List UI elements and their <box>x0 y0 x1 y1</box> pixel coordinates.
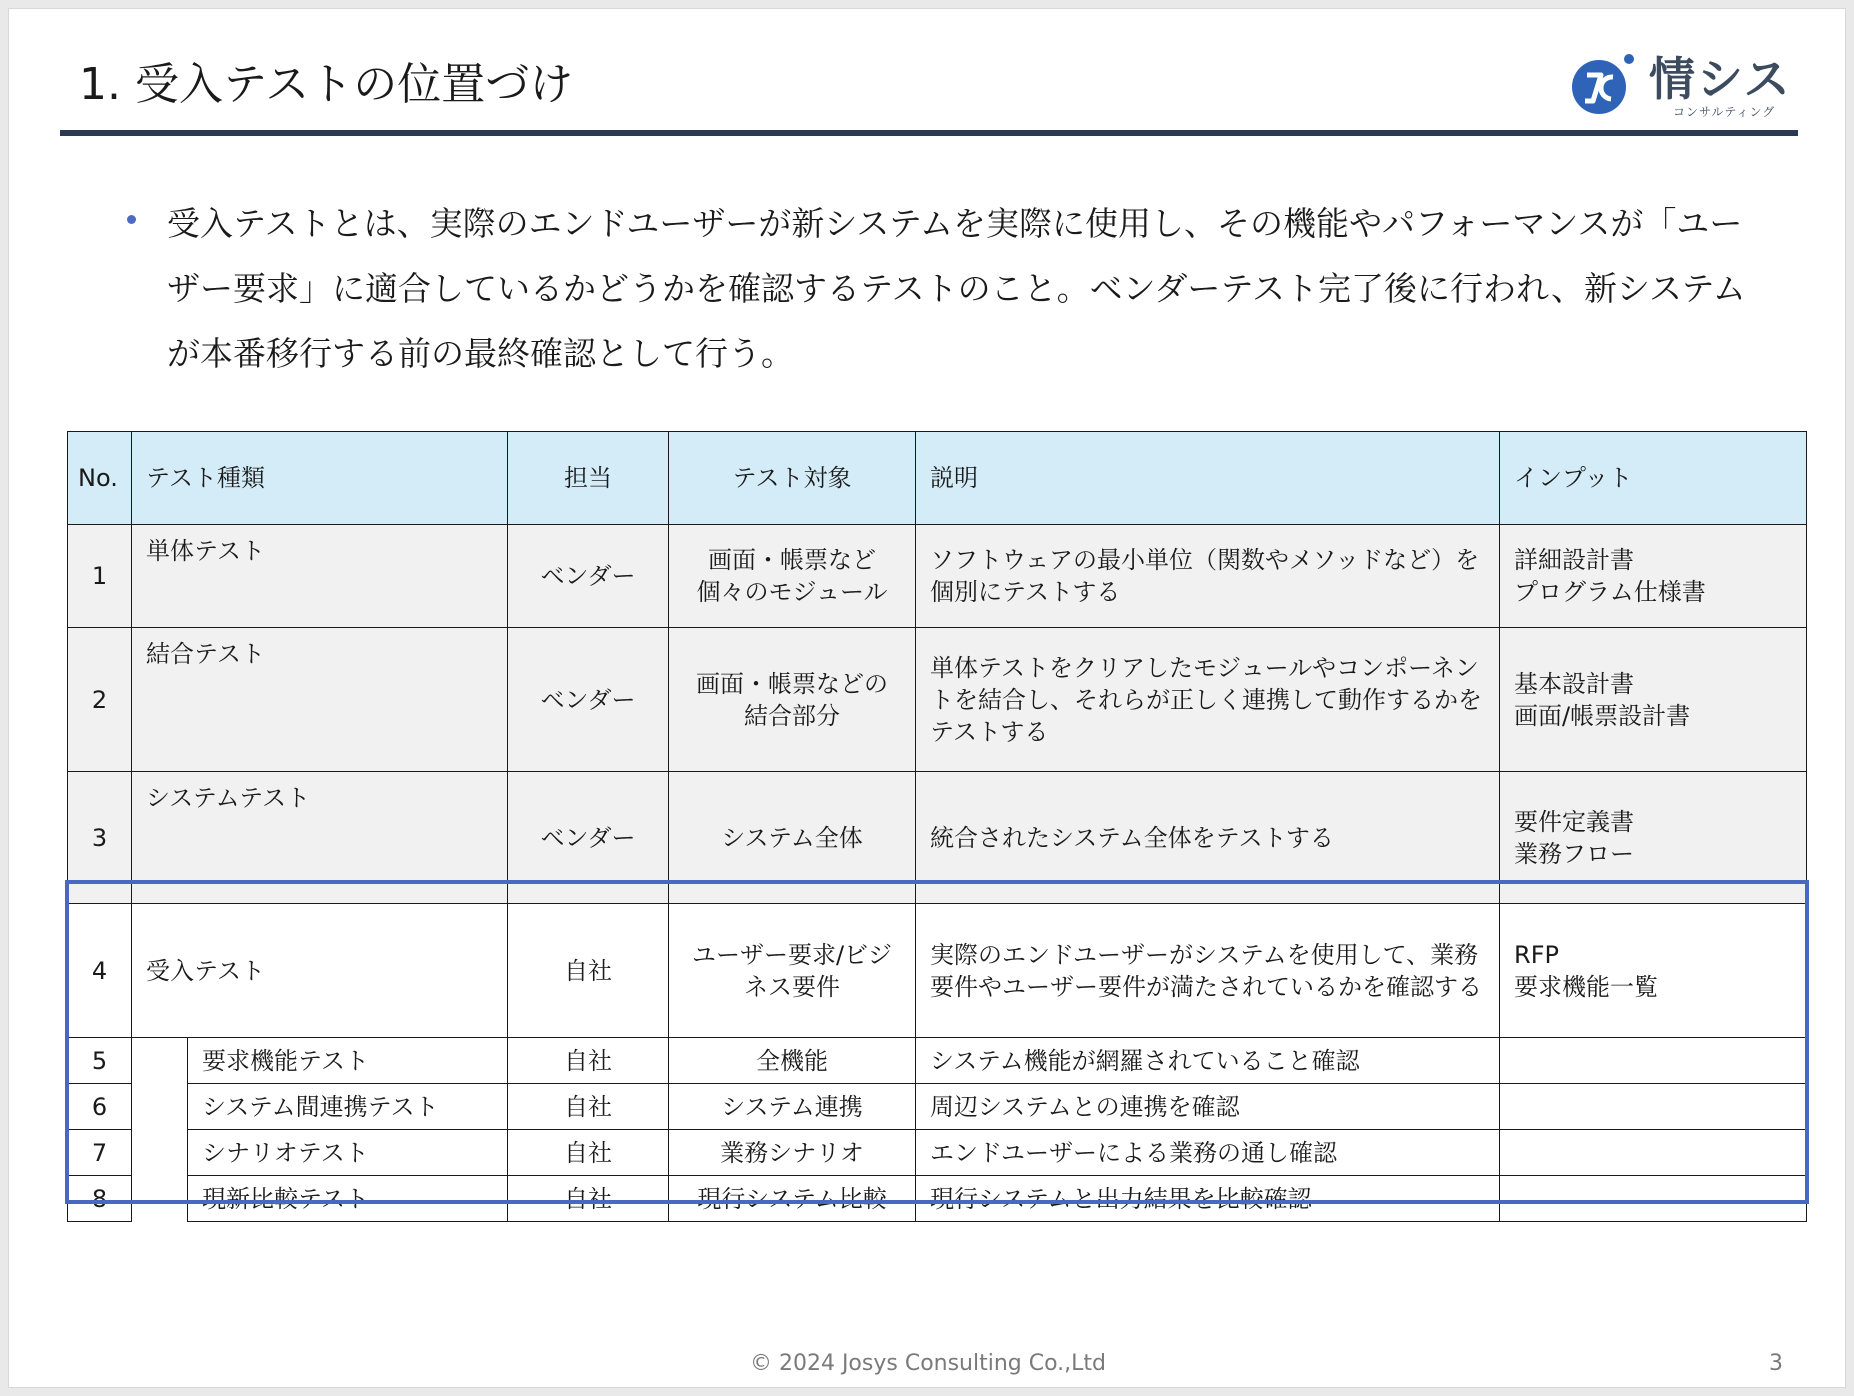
indent-cell <box>132 1176 188 1222</box>
cell-description: システム機能が網羅されていること確認 <box>916 1038 1500 1084</box>
cell-test-type: 要求機能テスト <box>188 1038 508 1084</box>
table-row <box>68 628 1807 772</box>
cell-no: 3 <box>68 772 132 904</box>
cell-no: 1 <box>68 525 132 628</box>
cell-description: 統合されたシステム全体をテストする <box>916 772 1500 904</box>
cell-no: 4 <box>68 904 132 1038</box>
cell-owner: 自社 <box>508 1084 669 1130</box>
bullet-dot-icon <box>127 215 136 224</box>
indent-cell <box>132 1038 188 1084</box>
title-divider <box>60 130 1798 136</box>
cell-input: 詳細設計書 プログラム仕様書 <box>1500 525 1807 628</box>
company-logo <box>1557 49 1807 123</box>
cell-test-type: システム間連携テスト <box>188 1084 508 1130</box>
indent-cell <box>132 1084 188 1130</box>
cell-target: システム全体 <box>669 772 916 904</box>
test-types-table <box>67 431 1807 1222</box>
header-target: テスト対象 <box>669 432 916 525</box>
cell-owner: 自社 <box>508 1130 669 1176</box>
header-test-type: テスト種類 <box>132 432 508 525</box>
cell-input <box>1500 1038 1807 1084</box>
cell-target: システム連携 <box>669 1084 916 1130</box>
cell-description: ソフトウェアの最小単位（関数やメソッドなど）を個別にテストする <box>916 525 1500 628</box>
cell-no: 2 <box>68 628 132 772</box>
cell-test-type: 受入テスト <box>132 904 508 1038</box>
table-row <box>68 1084 1807 1130</box>
cell-description: エンドユーザーによる業務の通し確認 <box>916 1130 1500 1176</box>
table-header-row <box>68 432 1807 525</box>
header-no: No. <box>68 432 132 525</box>
table-row <box>68 1038 1807 1084</box>
cell-target: ユーザー要求/ビジネス要件 <box>669 904 916 1038</box>
cell-input: 基本設計書 画面/帳票設計書 <box>1500 628 1807 772</box>
logo-mark-icon <box>1569 51 1637 119</box>
cell-target: 全機能 <box>669 1038 916 1084</box>
slide-title: 1. 受入テストの位置づけ <box>79 59 574 110</box>
table-row <box>68 904 1807 1038</box>
cell-test-type: 結合テスト <box>132 628 508 772</box>
header-description: 説明 <box>916 432 1500 525</box>
cell-owner: ベンダー <box>508 628 669 772</box>
cell-test-type: 単体テスト <box>132 525 508 628</box>
cell-no: 6 <box>68 1084 132 1130</box>
table-row <box>68 1176 1807 1222</box>
cell-description: 現行システムと出力結果を比較確認 <box>916 1176 1500 1222</box>
cell-input <box>1500 1130 1807 1176</box>
cell-target: 画面・帳票など 個々のモジュール <box>669 525 916 628</box>
indent-cell <box>132 1130 188 1176</box>
bullet-text: 受入テストとは、実際のエンドユーザーが新システムを実際に使用し、その機能やパフォーマンスが「ユーザー要求」に適合しているかどうかを確認するテストのこと。ベンダーテスト完了後に行われ、新システムが本番移行する前の最終確認として行う。 <box>167 204 1746 373</box>
cell-input: RFP 要求機能一覧 <box>1500 904 1807 1038</box>
cell-description: 単体テストをクリアしたモジュールやコンポーネントを結合し、それらが正しく連携して動作するかをテストする <box>916 628 1500 772</box>
cell-target: 画面・帳票などの 結合部分 <box>669 628 916 772</box>
logo-subtitle: コンサルティング <box>1673 105 1776 119</box>
cell-description: 実際のエンドユーザーがシステムを使用して、業務要件やユーザー要件が満たされているかを確認する <box>916 904 1500 1038</box>
cell-no: 8 <box>68 1176 132 1222</box>
table-row <box>68 772 1807 904</box>
cell-owner: 自社 <box>508 904 669 1038</box>
cell-input <box>1500 1176 1807 1222</box>
page-number: 3 <box>1769 1351 1783 1376</box>
cell-owner: 自社 <box>508 1038 669 1084</box>
cell-target: 業務シナリオ <box>669 1130 916 1176</box>
cell-owner: ベンダー <box>508 525 669 628</box>
logo-brand: 情シス <box>1649 52 1792 106</box>
table-row <box>68 1130 1807 1176</box>
cell-no: 5 <box>68 1038 132 1084</box>
cell-test-type: 現新比較テスト <box>188 1176 508 1222</box>
cell-no: 7 <box>68 1130 132 1176</box>
cell-input: 要件定義書 業務フロー <box>1500 772 1807 904</box>
header-owner: 担当 <box>508 432 669 525</box>
cell-input <box>1500 1084 1807 1130</box>
cell-target: 現行システム比較 <box>669 1176 916 1222</box>
footer-copyright: © 2024 Josys Consulting Co.,Ltd <box>749 1351 1107 1376</box>
header-input: インプット <box>1500 432 1807 525</box>
cell-description: 周辺システムとの連携を確認 <box>916 1084 1500 1130</box>
cell-test-type: システムテスト <box>132 772 508 904</box>
cell-owner: 自社 <box>508 1176 669 1222</box>
slide <box>8 8 1846 1388</box>
table-row <box>68 525 1807 628</box>
cell-test-type: シナリオテスト <box>188 1130 508 1176</box>
cell-owner: ベンダー <box>508 772 669 904</box>
